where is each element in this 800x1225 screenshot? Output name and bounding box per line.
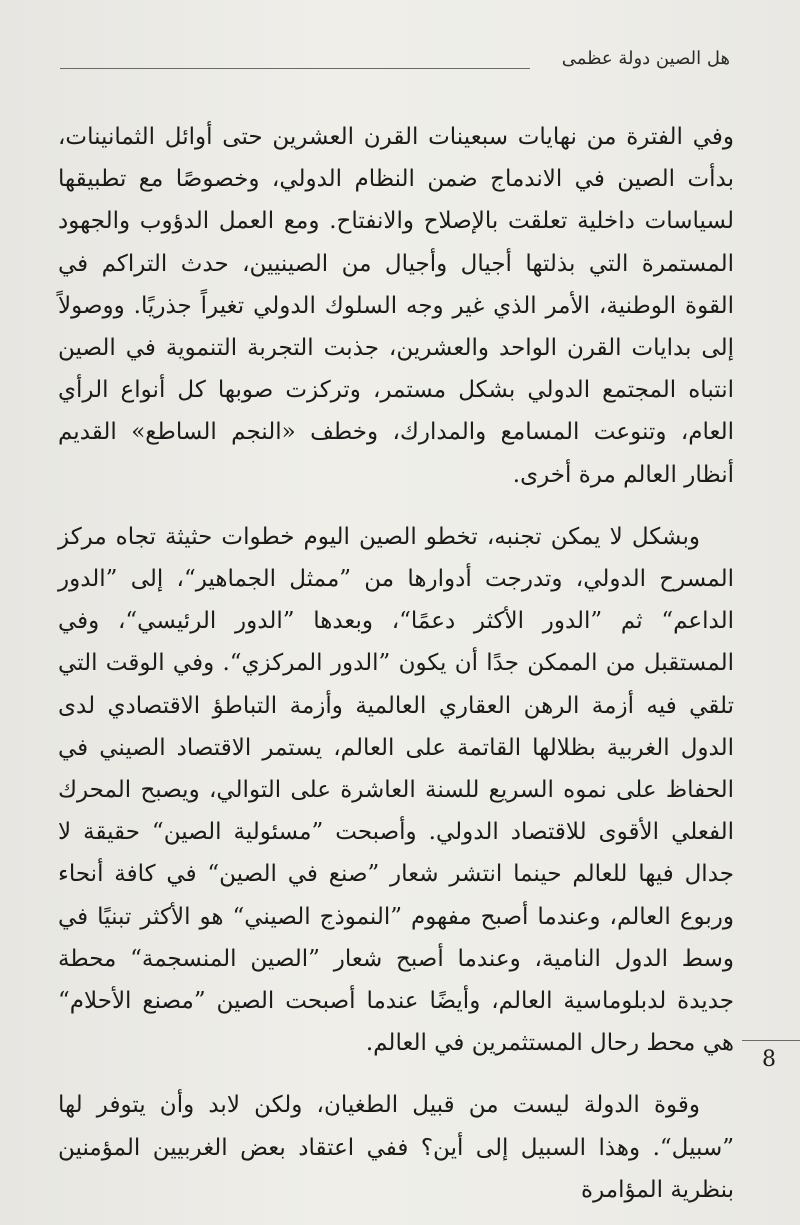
paragraph-1: وفي الفترة من نهايات سبعينات القرن العشرين حتى أوائل الثمانينات، بدأت الصين في الاندماج ضمن النظام الدولي، وخصوصًا مع تطبيقها لسياسات داخلية تعلقت بالإصلاح والانفتاح. ومع العمل الدؤوب والجهود المستمرة التي بذلتها أجيال وأجيال من الصينيين، حدث التراكم في القوة الوطنية، الأمر الذي غير وجه السلوك الدولي تغيراً جذريًا. ووصولاً إلى بدايات القرن الواحد والعشرين، جذبت التجربة التنموية في الصين انتباه المجتمع الدولي بشكل مستمر، وتركزت صوبها كل أنواع الرأي العام، وتنوعت المسامع والمدارك، وخطف «النجم الساطع» القديم أنظار العالم مرة أخرى. (58, 124, 734, 488)
running-header: هل الصين دولة عظمى (561, 48, 730, 69)
paragraph-3: وقوة الدولة ليست من قبيل الطغيان، ولكن لابد وأن يتوفر لها ”سبيل“. وهذا السبيل إلى أين؟ ففي اعتقاد بعض الغربيين المؤمنين بنظرية المؤامرة (58, 1092, 734, 1203)
paragraph-2: وبشكل لا يمكن تجنبه، تخطو الصين اليوم خطوات حثيثة تجاه مركز المسرح الدولي، وتدرجت أدوارها من ”ممثل الجماهير“، إلى ”الدور الداعم“ ثم ”الدور الأكثر دعمًا“، وبعدها ”الدور الرئيسي“، وفي المستقبل من الممكن جدًا أن يكون ”الدور المركزي“. وفي الوقت التي تلقي فيه أزمة الرهن العقاري العالمية وأزمة التباطؤ الاقتصادي لدى الدول الغربية بظلالها القاتمة على العالم، يستمر الاقتصاد الصيني في الحفاظ على نموه السريع للسنة العاشرة على التوالي، ويصبح المحرك الفعلي الأقوى للاقتصاد الدولي. وأصبحت ”مسئولية الصين“ حقيقة لا جدال فيها للعالم حينما انتشر شعار ”صنع في الصين“ في كافة أنحاء وربوع العالم، وعندما أصبح مفهوم ”النموذج الصيني“ هو الأكثر تبنيًا في وسط الدول النامية، وعندما أصبح شعار ”الصين المنسجمة“ محطة جديدة لدبلوماسية العالم، وأيضًا عندما أصبحت الصين ”مصنع الأحلام“ هي محط رحال المستثمرين في العالم. (58, 523, 734, 1057)
page-number: 8 (762, 1047, 776, 1072)
header-rule (60, 68, 530, 69)
body-text (58, 116, 734, 1211)
page-number-rule (742, 1040, 800, 1041)
